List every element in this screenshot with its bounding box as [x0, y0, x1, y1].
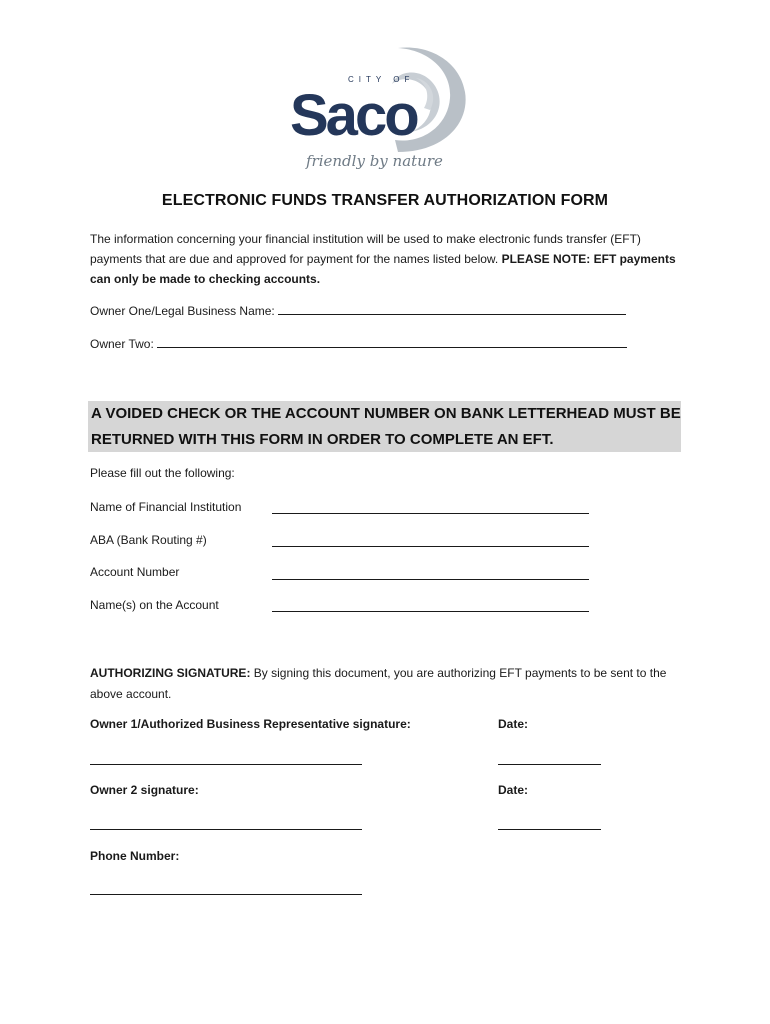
owner-two-row: [90, 337, 627, 351]
notice-line-2: RETURNED WITH THIS FORM IN ORDER TO COMPLETE AN EFT.: [91, 431, 554, 448]
saco-swirl-logo-icon: [280, 40, 490, 180]
city-of-saco-logo: [280, 40, 490, 180]
date1-label: Date:: [498, 717, 529, 731]
svg-text:friendly by nature: friendly by nature: [306, 152, 443, 170]
phone-number-label: Phone Number:: [90, 849, 180, 863]
intro-text: The information concerning your financial institution will be used to make electronic funds transfer (EFT) payments that are due and approved for payment for the names listed below.: [90, 232, 641, 266]
account-names-input-line[interactable]: [272, 611, 589, 612]
financial-institution-label: Name of Financial Institution: [90, 500, 242, 514]
owner-one-row: [90, 304, 626, 318]
notice-line-1: A VOIDED CHECK OR THE ACCOUNT NUMBER ON BANK LETTERHEAD MUST BE: [91, 405, 681, 422]
intro-paragraph: [90, 229, 690, 289]
svg-text:Saco: Saco: [290, 83, 417, 148]
owner2-signature-line[interactable]: [90, 829, 362, 830]
account-number-input-line[interactable]: [272, 579, 589, 580]
owner1-signature-label: Owner 1/Authorized Business Representative signature:: [90, 717, 411, 731]
owner2-signature-label: Owner 2 signature:: [90, 783, 199, 797]
form-title: ELECTRONIC FUNDS TRANSFER AUTHORIZATION FORM: [161, 192, 609, 209]
fill-instruction: Please fill out the following:: [90, 466, 235, 480]
date2-label: Date:: [498, 783, 529, 797]
svg-text:CITY OF: CITY OF: [348, 75, 415, 84]
owner1-signature-line[interactable]: [90, 764, 362, 765]
owner-two-label: Owner Two:: [90, 337, 154, 351]
authorization-paragraph: [90, 663, 690, 705]
voided-check-notice: [88, 401, 681, 452]
date1-line[interactable]: [498, 764, 601, 765]
authorization-heading: AUTHORIZING SIGNATURE:: [90, 666, 251, 680]
date2-line[interactable]: [498, 829, 601, 830]
financial-institution-input-line[interactable]: [272, 513, 589, 514]
phone-number-line[interactable]: [90, 894, 362, 895]
owner-one-input-line[interactable]: [278, 304, 626, 315]
authorization-text: By signing this document, you are authorizing EFT payments to be sent to the above account.: [90, 666, 667, 701]
owner-two-input-line[interactable]: [157, 337, 627, 348]
routing-number-input-line[interactable]: [272, 546, 589, 547]
routing-number-label: ABA (Bank Routing #): [90, 533, 207, 547]
intro-note: PLEASE NOTE: EFT payments can only be made to checking accounts.: [90, 252, 676, 286]
account-number-label: Account Number: [90, 565, 180, 579]
owner-one-label: Owner One/Legal Business Name:: [90, 304, 275, 318]
account-names-label: Name(s) on the Account: [90, 598, 219, 612]
